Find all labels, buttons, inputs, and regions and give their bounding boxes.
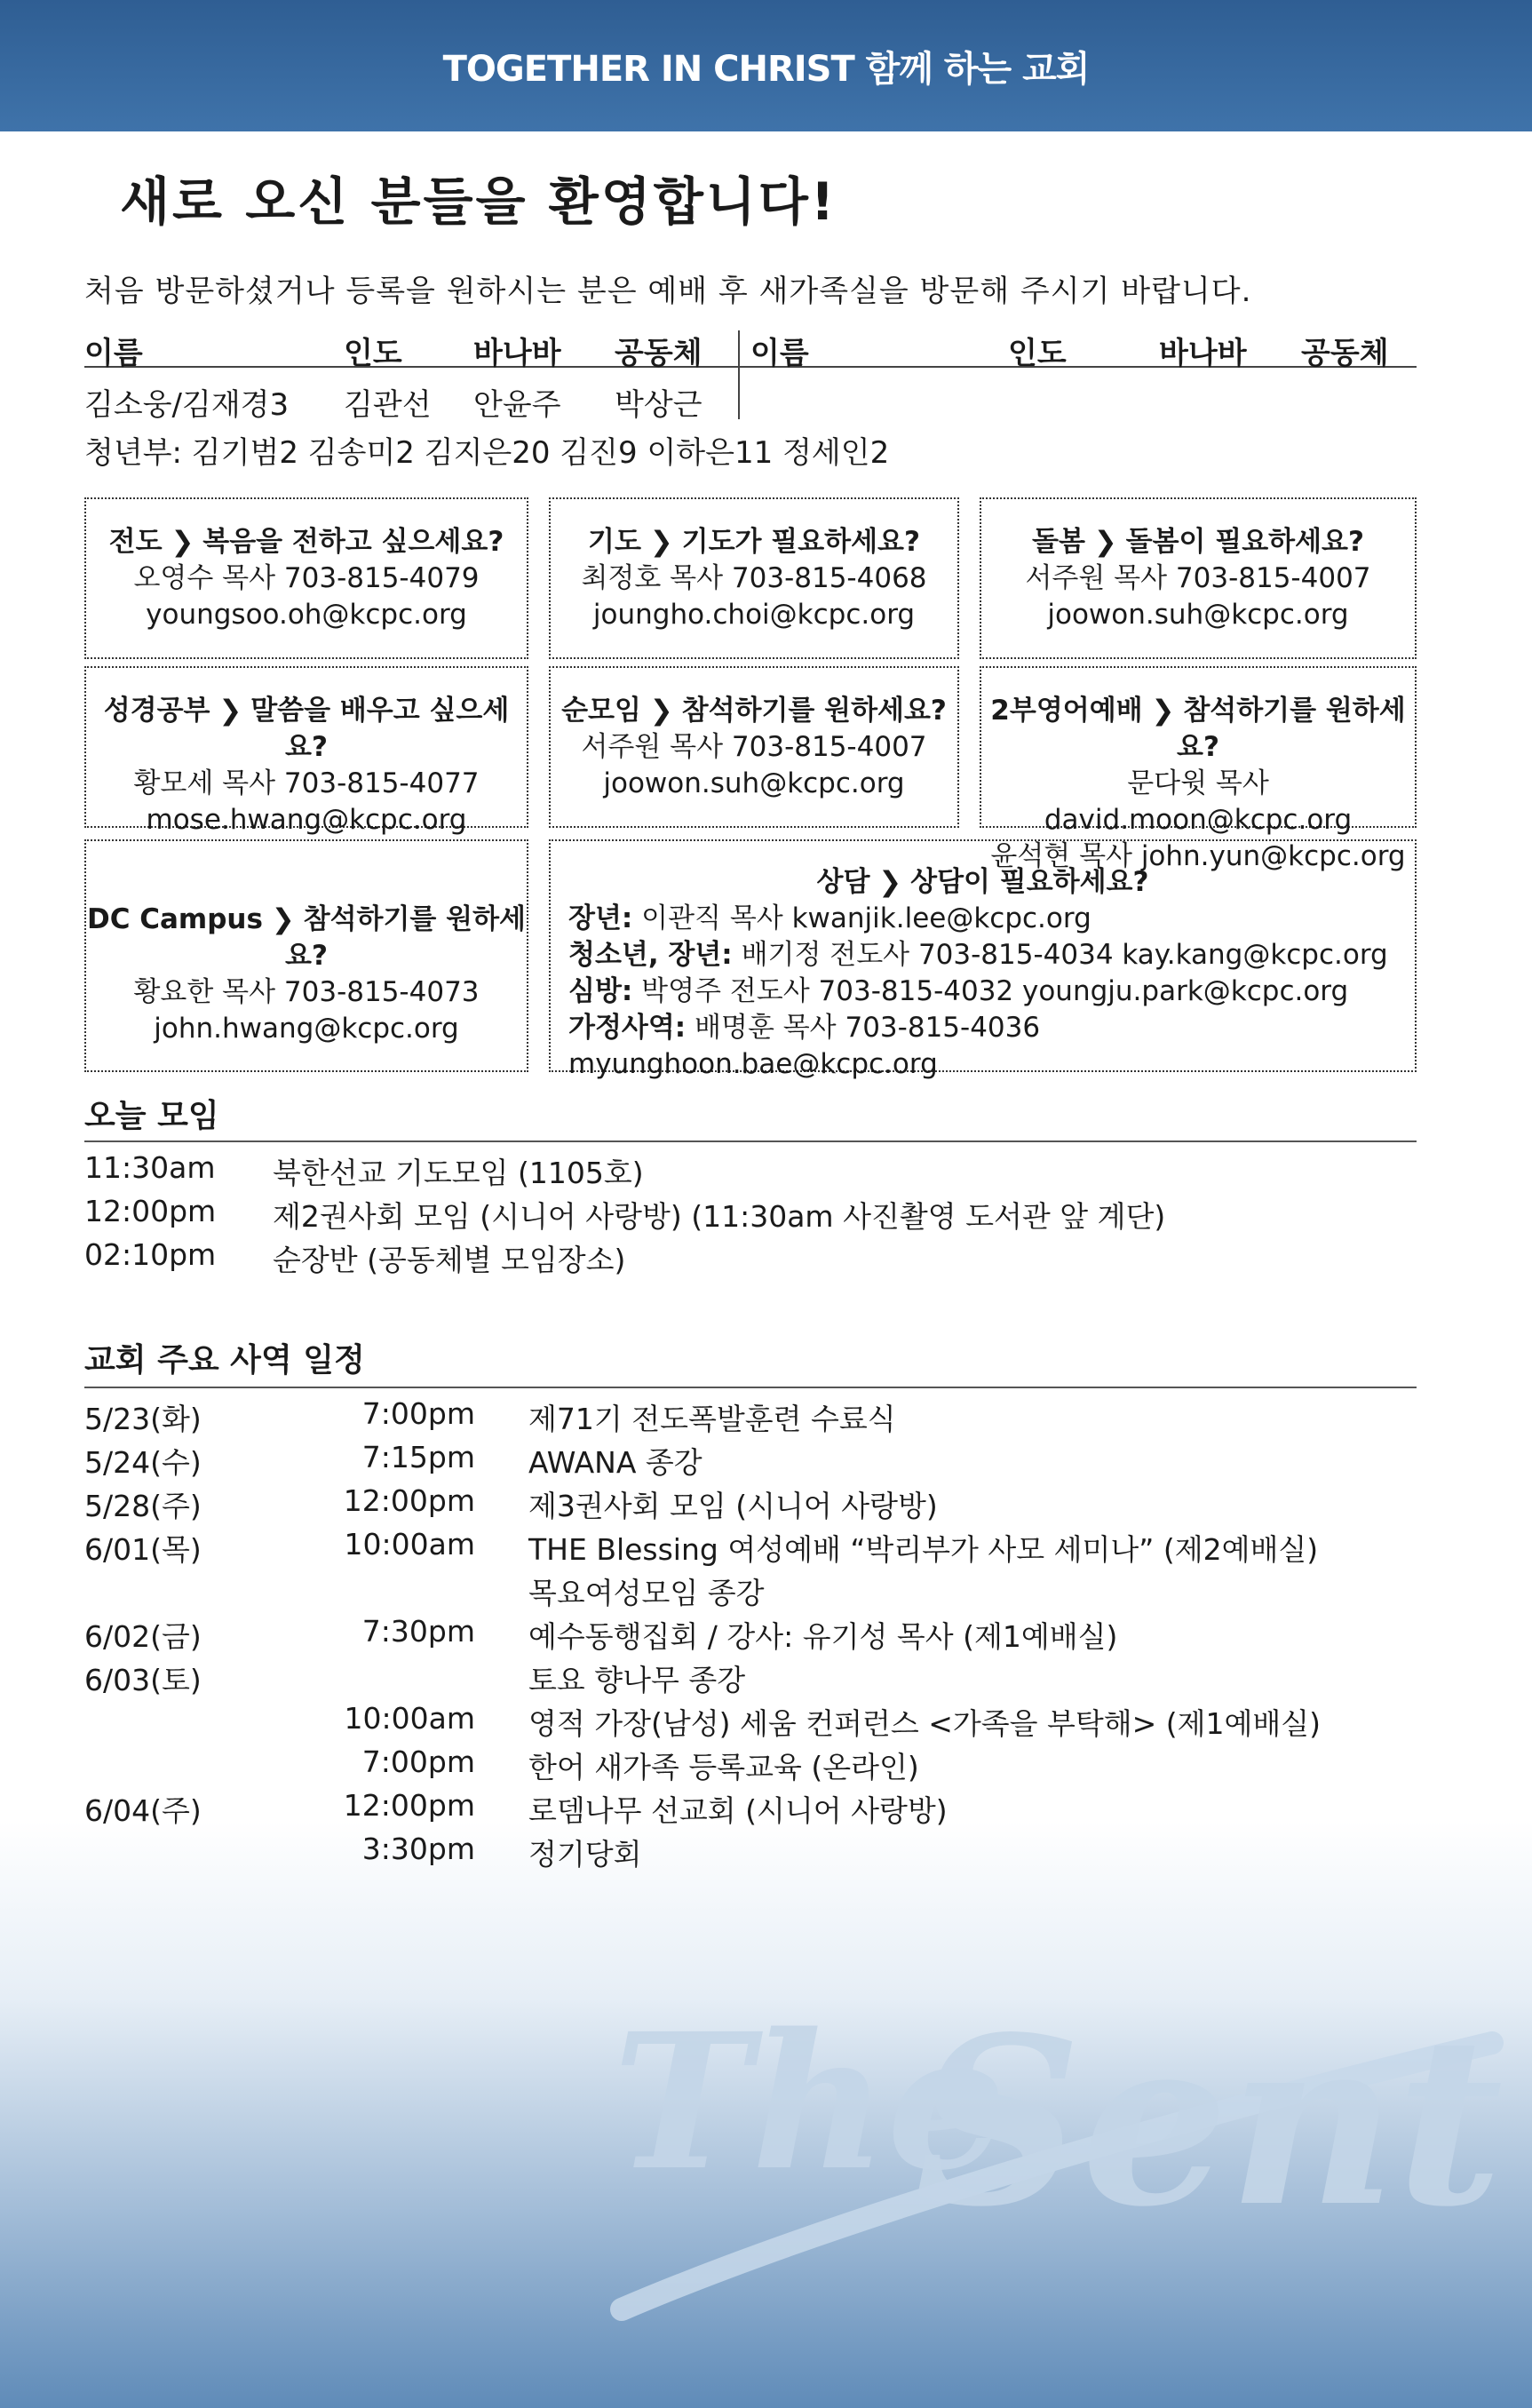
header-title: TOGETHER IN CHRIST 함께 하는 교회: [442, 48, 1090, 90]
ministry-heading: 2부영어예배 ❯ 참석하기를 원하세요?: [990, 695, 1406, 763]
col-barnabas: 바나바: [473, 336, 561, 371]
schedule-rule: [84, 1387, 1417, 1388]
ministry-box-small-group: [549, 666, 959, 828]
header-bar: [0, 0, 1532, 131]
ministry-box-counseling: [549, 839, 1417, 1080]
ministry-contact-2: 윤석현 목사 john.yun@kcpc.org: [990, 840, 1406, 872]
cell-community: 박상근: [615, 387, 702, 423]
schedule-event: 한어 새가족 등록교육 (온라인): [528, 1750, 919, 1784]
schedule-date: 6/03(토): [84, 1663, 202, 1697]
schedule-date: 6/01(목): [84, 1532, 202, 1567]
counseling-item: 장년: 이관직 목사 kwanjik.lee@kcpc.org: [568, 902, 1091, 934]
schedule-date: 6/04(주): [84, 1793, 202, 1828]
ministry-email: john.hwang@kcpc.org: [154, 1013, 459, 1045]
schedule-row: [84, 1788, 1417, 1832]
ministry-email: joungho.choi@kcpc.org: [592, 599, 916, 631]
schedule-row: [84, 1527, 1417, 1570]
schedule-row: [84, 1832, 1417, 1875]
ministry-contact: 오영수 목사 703-815-4079: [133, 562, 480, 594]
ministry-box-care: [980, 497, 1417, 659]
svg-text:The: The: [613, 1992, 1006, 2212]
today-rule: [84, 1140, 1417, 1142]
col-community-2: 공동체: [1301, 336, 1389, 371]
schedule-event: 로뎀나무 선교회 (시니어 사랑방): [528, 1793, 948, 1828]
table-row: [84, 368, 1417, 423]
welcome-intro: 처음 방문하셨거나 등록을 원하시는 분은 예배 후 새가족실을 방문해 주시기 바랍니다.: [84, 274, 1252, 309]
ministry-contact: 서주원 목사 703-815-4007: [581, 731, 927, 763]
schedule-row: [84, 1440, 1417, 1483]
schedule-date: 5/24(수): [84, 1445, 202, 1480]
col-community: 공동체: [615, 336, 702, 371]
schedule-event: 제71기 전도폭발훈련 수료식: [528, 1402, 896, 1436]
table-divider: [738, 330, 740, 419]
schedule-event: THE Blessing 여성예배 “박리부가 사모 세미나” (제2예배실): [528, 1532, 1319, 1567]
ministry-heading: 돌봄 ❯ 돌봄이 필요하세요?: [1032, 526, 1364, 558]
ministry-heading: 성경공부 ❯ 말씀을 배우고 싶으세요?: [103, 695, 510, 763]
schedule-row: [84, 1570, 1417, 1614]
ministry-heading: 기도 ❯ 기도가 필요하세요?: [588, 526, 920, 558]
ministry-email: mose.hwang@kcpc.org: [146, 804, 467, 836]
youth-newcomers: 청년부: 김기범2 김송미2 김지은20 김진9 이하은11 정세인2: [84, 435, 890, 471]
cell-barnabas: 안윤주: [473, 387, 561, 423]
schedule-date: 5/28(주): [84, 1489, 202, 1523]
newcomer-table-header: [84, 325, 1417, 371]
schedule-time: 10:00am: [344, 1701, 475, 1736]
col-barnabas-2: 바나바: [1159, 336, 1247, 371]
schedule-time: 7:15pm: [361, 1440, 475, 1474]
schedule-time: 7:30pm: [361, 1614, 475, 1649]
schedule-row: [84, 1483, 1417, 1527]
schedule-event: 예수동행집회 / 강사: 유기성 목사 (제1예배실): [528, 1619, 1118, 1654]
schedule-time: 7:00pm: [361, 1396, 475, 1431]
newcomer-table: [84, 325, 1417, 423]
schedule-title: 교회 주요 사역 일정: [84, 1342, 365, 1379]
ministry-email: youngsoo.oh@kcpc.org: [146, 599, 467, 631]
ministry-box-english-service: [980, 666, 1417, 872]
today-title: 오늘 모임: [84, 1098, 219, 1134]
schedule-event: 제3권사회 모임 (시니어 사랑방): [528, 1489, 938, 1523]
ministry-heading: DC Campus ❯ 참석하기를 원하세요?: [86, 903, 527, 972]
col-guide-2: 인도: [1008, 336, 1067, 371]
schedule-time: 10:00am: [344, 1527, 475, 1562]
counseling-item: 심방: 박영주 전도사 703-815-4032 youngju.park@kcpc.org: [568, 975, 1349, 1007]
ministry-contact: 황요한 목사 703-815-4073: [133, 976, 480, 1008]
schedule-row: [84, 1744, 1417, 1788]
schedule-time: 12:00pm: [343, 1483, 475, 1518]
ministry-contact: 황모세 목사 703-815-4077: [133, 767, 480, 799]
schedule-event: 정기당회: [528, 1837, 642, 1872]
schedule-event: 영적 가장(남성) 세움 컨퍼런스 <가족을 부탁해> (제1예배실): [528, 1706, 1322, 1741]
ministry-email: joowon.suh@kcpc.org: [1047, 599, 1349, 631]
the-sent-logo: [586, 1936, 1519, 2363]
welcome-title: 새로 오신 분들을 환영합니다!: [120, 171, 837, 232]
ministry-contact: 최정호 목사 703-815-4068: [581, 562, 927, 594]
cell-guide: 김관선: [344, 387, 432, 423]
schedule-row: [84, 1657, 1417, 1701]
schedule-event: AWANA 종강: [528, 1445, 702, 1480]
ministry-contact: 문다윗 목사 david.moon@kcpc.org: [1044, 767, 1353, 836]
schedule-event: 목요여성모임 종강: [528, 1576, 765, 1610]
counseling-item: 청소년, 장년: 배기정 전도사 703-815-4034 kay.kang@kcpc.org: [568, 939, 1388, 971]
svg-text:Sent: Sent: [915, 1987, 1504, 2258]
schedule-row: [84, 1614, 1417, 1657]
col-name: 이름: [84, 336, 143, 371]
ministry-heading: 순모임 ❯ 참석하기를 원하세요?: [561, 695, 947, 727]
ministry-box-evangelism: [84, 497, 528, 659]
schedule-date: 6/02(금): [84, 1619, 202, 1654]
schedule-date: 5/23(화): [84, 1402, 202, 1436]
col-name-2: 이름: [750, 336, 809, 371]
schedule-time: 7:00pm: [361, 1744, 475, 1779]
ministry-box-prayer: [549, 497, 959, 659]
schedule-event: 토요 향나무 종강: [528, 1663, 746, 1697]
schedule-time: 12:00pm: [343, 1788, 475, 1823]
ministry-email: joowon.suh@kcpc.org: [603, 767, 905, 799]
cell-name: 김소웅/김재경3: [84, 387, 290, 423]
counseling-heading: 상담 ❯ 상담이 필요하세요?: [816, 866, 1149, 898]
ministry-contact: 서주원 목사 703-815-4007: [1025, 562, 1371, 594]
ministry-box-bible-study: [84, 666, 528, 836]
counseling-item: 가정사역: 배명훈 목사 703-815-4036 myunghoon.bae@kcpc.org: [568, 1012, 1041, 1080]
ministry-box-dc-campus: [84, 839, 528, 1072]
schedule-row: [84, 1396, 1417, 1440]
col-guide: 인도: [344, 336, 402, 371]
schedule-time: 3:30pm: [361, 1832, 475, 1866]
ministry-heading: 전도 ❯ 복음을 전하고 싶으세요?: [108, 526, 504, 558]
schedule-row: [84, 1701, 1417, 1744]
